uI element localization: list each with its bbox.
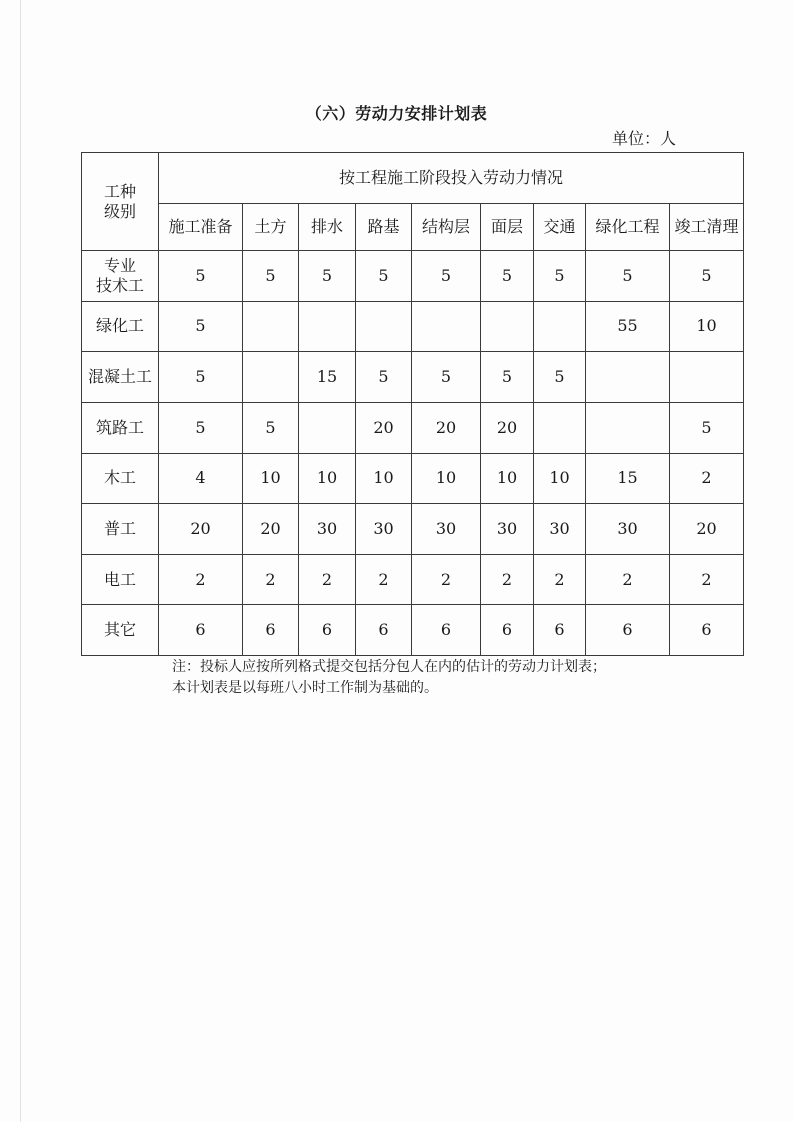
column-header: 绿化工程 xyxy=(586,204,670,251)
table-cell: 10 xyxy=(670,301,744,352)
table-cell: 5 xyxy=(243,402,299,453)
table-cell: 5 xyxy=(534,251,586,302)
table-cell: 6 xyxy=(356,605,412,656)
table-cell xyxy=(299,402,356,453)
labor-plan-table xyxy=(81,152,744,656)
row-header-line-1: 专业 xyxy=(103,255,136,275)
table-cell xyxy=(481,301,534,352)
table-cell: 2 xyxy=(670,453,744,504)
table-cell xyxy=(243,301,299,352)
column-header: 结构层 xyxy=(412,204,481,251)
row-header-line-1: 普工 xyxy=(103,518,136,538)
table-cell: 5 xyxy=(356,352,412,403)
corner-line-2: 级别 xyxy=(103,201,136,221)
row-header xyxy=(82,402,159,453)
table-cell: 6 xyxy=(586,605,670,656)
table-row xyxy=(82,453,744,504)
table-cell: 10 xyxy=(534,453,586,504)
row-header xyxy=(82,554,159,605)
table-cell: 2 xyxy=(670,554,744,605)
table-cell: 6 xyxy=(299,605,356,656)
table-cell: 15 xyxy=(586,453,670,504)
row-header-line-1: 绿化工 xyxy=(95,316,144,336)
table-cell: 5 xyxy=(481,352,534,403)
table-cell: 30 xyxy=(586,504,670,555)
table-cell: 2 xyxy=(159,554,243,605)
table-note xyxy=(172,657,606,699)
table-cell: 10 xyxy=(412,453,481,504)
table-cell: 5 xyxy=(481,251,534,302)
row-header xyxy=(82,301,159,352)
table-cell: 20 xyxy=(412,402,481,453)
table-cell xyxy=(412,301,481,352)
table-cell: 15 xyxy=(299,352,356,403)
note-line-1: 注：投标人应按所列格式提交包括分包人在内的估计的劳动力计划表； xyxy=(172,659,606,675)
row-header-line-2: 技术工 xyxy=(95,275,144,295)
table-body xyxy=(82,251,744,656)
table-row xyxy=(82,605,744,656)
table-row xyxy=(82,504,744,555)
table-cell: 5 xyxy=(159,352,243,403)
table-cell: 30 xyxy=(299,504,356,555)
row-header xyxy=(82,453,159,504)
table-row xyxy=(82,402,744,453)
table-cell: 55 xyxy=(586,301,670,352)
row-header-line-1: 筑路工 xyxy=(95,417,144,437)
table-cell: 2 xyxy=(299,554,356,605)
table-cell: 2 xyxy=(412,554,481,605)
column-header: 交通 xyxy=(534,204,586,251)
table-cell: 20 xyxy=(356,402,412,453)
table-cell: 10 xyxy=(243,453,299,504)
table-cell: 5 xyxy=(159,301,243,352)
table-cell: 20 xyxy=(481,402,534,453)
table-cell xyxy=(534,301,586,352)
table-cell: 30 xyxy=(534,504,586,555)
table-cell: 6 xyxy=(534,605,586,656)
table-cell: 6 xyxy=(670,605,744,656)
table-cell: 5 xyxy=(299,251,356,302)
table-cell: 2 xyxy=(534,554,586,605)
table-cell xyxy=(299,301,356,352)
corner-cell xyxy=(82,153,159,251)
row-header-line-1: 电工 xyxy=(103,569,136,589)
table-cell: 30 xyxy=(356,504,412,555)
table-cell: 6 xyxy=(243,605,299,656)
unit-label: 单位：人 xyxy=(612,129,677,148)
table-cell: 6 xyxy=(159,605,243,656)
table-cell: 20 xyxy=(243,504,299,555)
table-row xyxy=(82,352,744,403)
table-cell: 5 xyxy=(243,251,299,302)
row-header-line-1: 木工 xyxy=(103,468,136,488)
table-cell xyxy=(356,301,412,352)
table-cell: 6 xyxy=(481,605,534,656)
table-cell xyxy=(586,402,670,453)
table-cell: 4 xyxy=(159,453,243,504)
table-cell: 30 xyxy=(481,504,534,555)
table-cell xyxy=(534,402,586,453)
table-cell: 5 xyxy=(159,251,243,302)
page-title: （六）劳动力安排计划表 xyxy=(305,104,488,123)
table-cell xyxy=(243,352,299,403)
row-header-line-1: 混凝土工 xyxy=(87,367,152,387)
column-header: 竣工清理 xyxy=(670,204,744,251)
note-line-2: 本计划表是以每班八小时工作制为基础的。 xyxy=(172,680,438,696)
row-header xyxy=(82,504,159,555)
column-header: 施工准备 xyxy=(159,204,243,251)
table-cell: 30 xyxy=(412,504,481,555)
column-header: 排水 xyxy=(299,204,356,251)
table-cell: 5 xyxy=(586,251,670,302)
table-row xyxy=(82,554,744,605)
table-cell: 5 xyxy=(670,251,744,302)
table-cell: 2 xyxy=(356,554,412,605)
column-header: 路基 xyxy=(356,204,412,251)
table-cell: 10 xyxy=(356,453,412,504)
row-header xyxy=(82,251,159,302)
table-cell: 5 xyxy=(356,251,412,302)
table-cell: 6 xyxy=(412,605,481,656)
table-cell xyxy=(670,352,744,403)
row-header xyxy=(82,352,159,403)
table-cell: 2 xyxy=(243,554,299,605)
table-cell: 5 xyxy=(412,251,481,302)
table-cell: 10 xyxy=(299,453,356,504)
table-header-row-2 xyxy=(82,204,744,251)
table-cell: 10 xyxy=(481,453,534,504)
page-edge-line xyxy=(20,0,21,1122)
table-cell: 5 xyxy=(159,402,243,453)
table-cell xyxy=(586,352,670,403)
table-cell: 5 xyxy=(534,352,586,403)
table-cell: 5 xyxy=(412,352,481,403)
corner-line-1: 工种 xyxy=(103,181,136,201)
table-row xyxy=(82,301,744,352)
row-header-line-1: 其它 xyxy=(103,620,136,640)
row-header xyxy=(82,605,159,656)
table-cell: 5 xyxy=(670,402,744,453)
table-row xyxy=(82,251,744,302)
column-header: 土方 xyxy=(243,204,299,251)
group-header: 按工程施工阶段投入劳动力情况 xyxy=(159,153,744,204)
table-cell: 20 xyxy=(670,504,744,555)
column-header: 面层 xyxy=(481,204,534,251)
table-header-row-1 xyxy=(82,153,744,204)
table-cell: 2 xyxy=(481,554,534,605)
table-cell: 20 xyxy=(159,504,243,555)
table-cell: 2 xyxy=(586,554,670,605)
